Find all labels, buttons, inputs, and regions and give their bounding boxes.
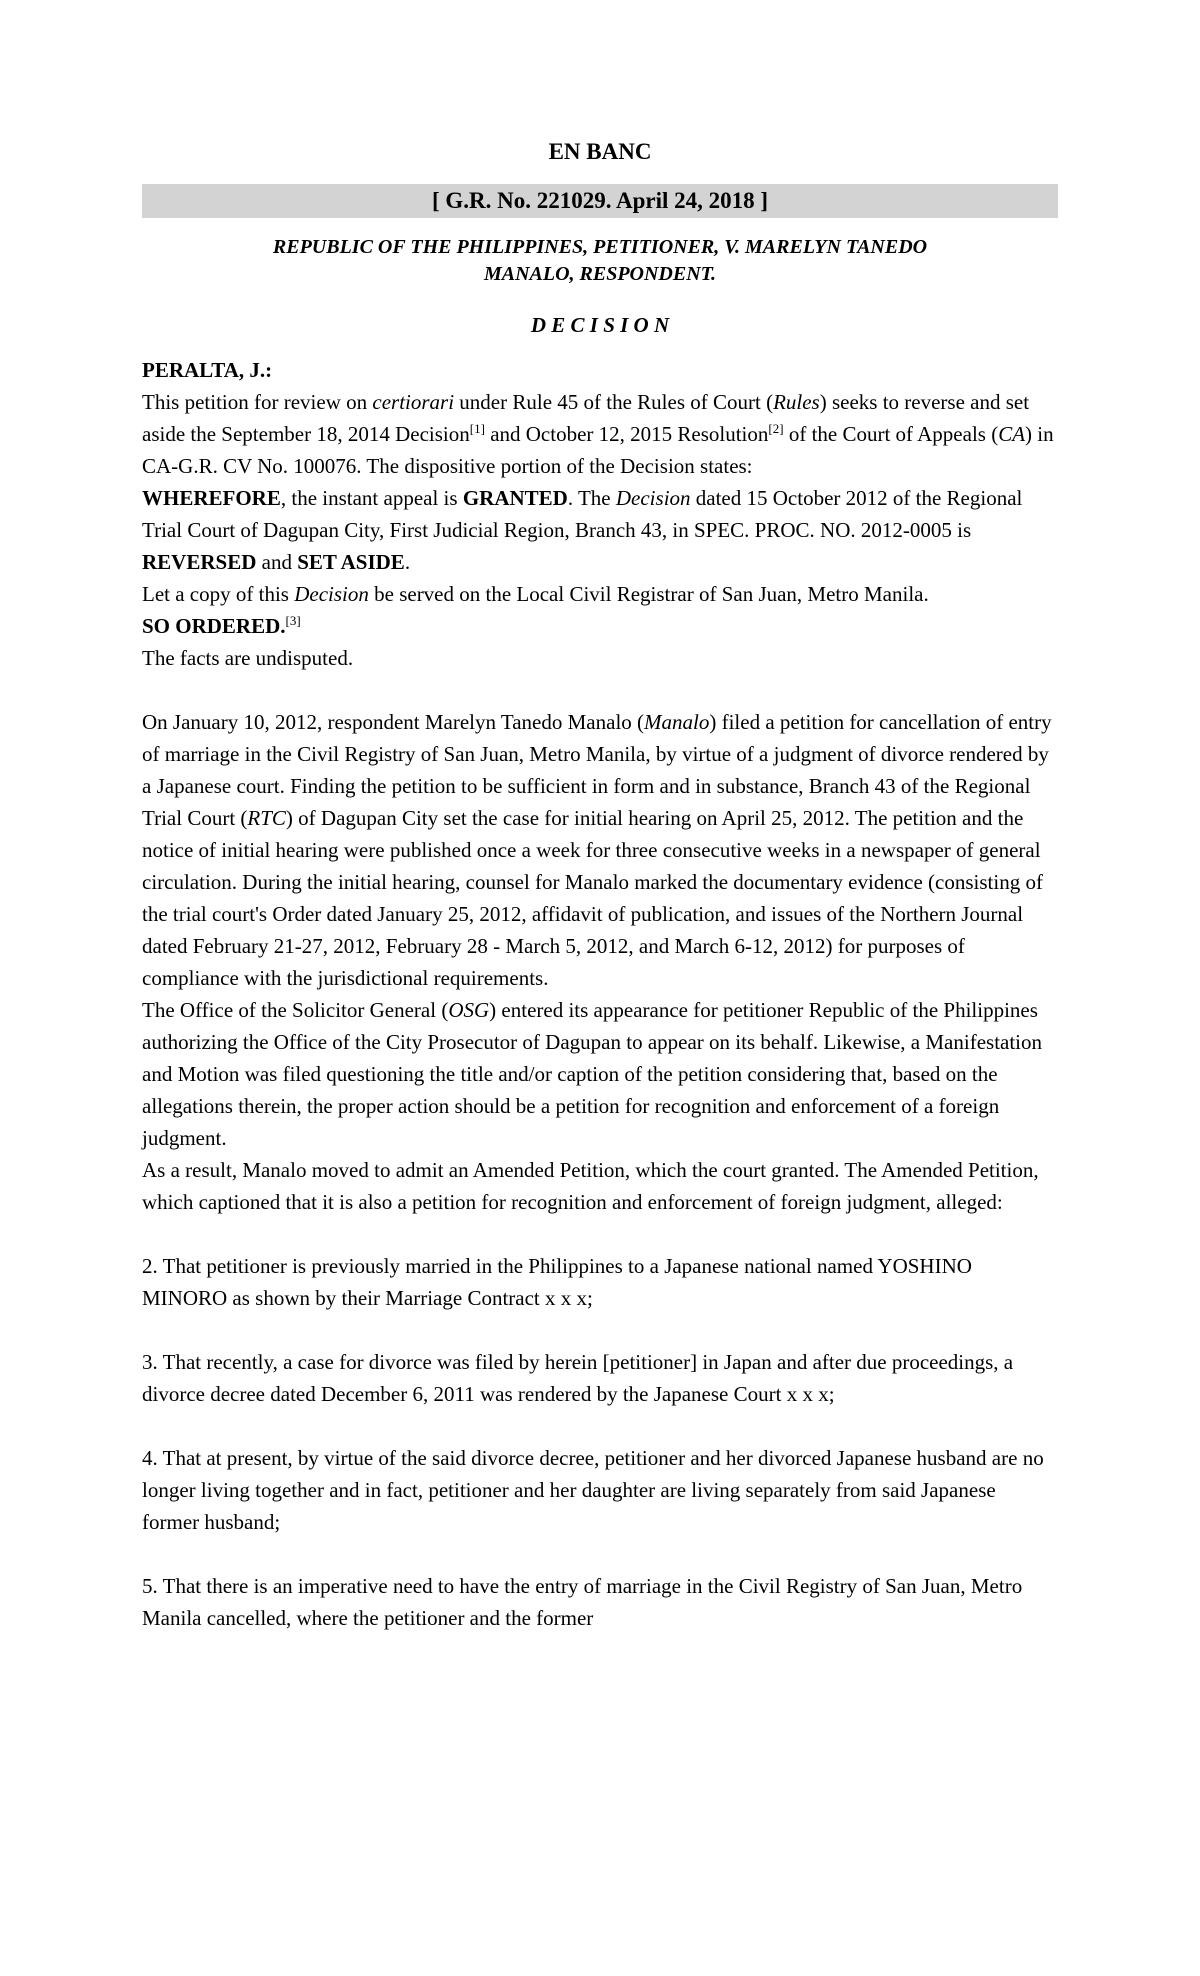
paragraph: SO ORDERED.[3] [142,613,301,638]
decision-heading: D E C I S I O N [530,313,670,337]
paragraph: Let a copy of this Decision be served on the Local Civil Registrar of San Juan, Metro Manila. [142,582,929,606]
citation-banner: [ G.R. No. 221029. April 24, 2018 ] [142,184,1058,218]
ponente-line: PERALTA, J.: [142,358,273,382]
paragraph: On January 10, 2012, respondent Marelyn Tanedo Manalo (Manalo) filed a petition for cancellation of entry of marriage in the Civil Registry of San Juan, Metro Manila, by virtue of a judgment of divorce rendered by a Japanese court. Finding the petition to be sufficient in form and in substance, Branch 43 of the Regional Trial Court (RTC) of Dagupan City set the case for initial hearing on April 25, 2012. The petition and the notice of initial hearing were published once a week for three consecutive weeks in a newspaper of general circulation. During the initial hearing, counsel for Manalo marked the documentary evidence (consisting of the trial court's Order dated January 25, 2012, affidavit of publication, and issues of the Northern Journal dated February 21-27, 2012, February 28 - March 5, 2012, and March 6-12, 2012) for purposes of compliance with the jurisdictional requirements. [142,710,1052,990]
paragraph: 5. That there is an imperative need to have the entry of marriage in the Civil Registry of San Juan, Metro Manila cancelled, where the petitioner and the former [142,1574,1023,1630]
case-title: REPUBLIC OF THE PHILIPPINES, PETITIONER, V. MARELYN TANEDO MANALO, RESPONDENT. [272,236,928,285]
paragraph: The Office of the Solicitor General (OSG) entered its appearance for petitioner Republic of the Philippines authorizing the Office of the City Prosecutor of Dagupan to appear on its behalf. Likewise, a Manifestation and Motion was filed questioning the title and/or caption of the petition considering that, based on the allegations therein, the proper action should be a petition for recognition and enforcement of a foreign judgment. [142,998,1043,1150]
paragraph: WHEREFORE, the instant appeal is GRANTED. The Decision dated 15 October 2012 of the Regional Trial Court of Dagupan City, First Judicial Region, Branch 43, in SPEC. PROC. NO. 2012-0005 is REVERSED and SET ASIDE. [142,486,1023,574]
paragraph: 3. That recently, a case for divorce was filed by herein [petitioner] in Japan and after due proceedings, a divorce decree dated December 6, 2011 was rendered by the Japanese Court x x x; [142,1350,1014,1406]
court-division-heading: EN BANC [548,139,652,164]
paragraph: As a result, Manalo moved to admit an Amended Petition, which the court granted. The Amended Petition, which captioned that it is also a petition for recognition and enforcement of foreign judgment, alleged: [142,1158,1039,1214]
paragraph: 4. That at present, by virtue of the said divorce decree, petitioner and her divorced Japanese husband are no longer living together and in fact, petitioner and her daughter are living separately from said Japanese former husband; [142,1446,1044,1534]
paragraph: This petition for review on certiorari under Rule 45 of the Rules of Court (Rules) seeks to reverse and set aside the September 18, 2014 Decision[1] and October 12, 2015 Resolution[2] of the Court of Appeals (CA) in CA-G.R. CV No. 100076. The dispositive portion of the Decision states: [142,390,1054,478]
paragraph: 2. That petitioner is previously married in the Philippines to a Japanese national named YOSHINO MINORO as shown by their Marriage Contract x x x; [142,1254,972,1310]
document-content [142,138,1058,1634]
paragraph: The facts are undisputed. [142,646,354,670]
document-body [142,386,1058,1634]
